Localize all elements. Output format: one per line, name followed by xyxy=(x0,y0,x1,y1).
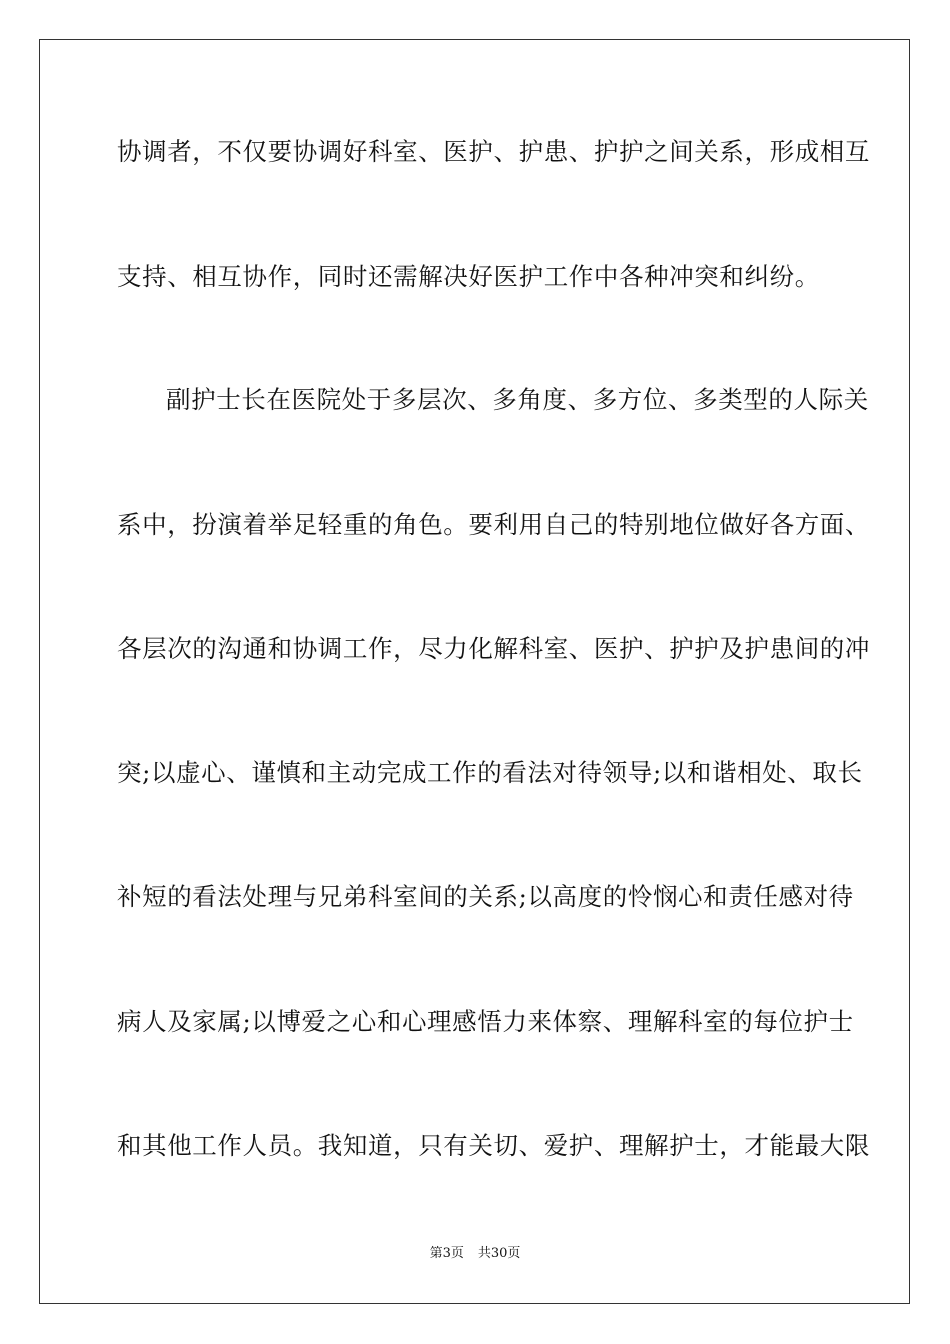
text-line-5: 各层次的沟通和协调工作，尽力化解科室、医护、护护及护患间的冲 xyxy=(117,634,870,663)
text-line-9: 和其他工作人员。我知道，只有关切、爱护、理解护士，才能最大限 xyxy=(117,1131,870,1160)
page-footer xyxy=(0,1246,950,1262)
text-line-2: 支持、相互协作，同时还需解决好医护工作中各种冲突和纠纷。 xyxy=(117,262,820,291)
page-frame xyxy=(39,39,910,1304)
text-line-4: 系中，扮演着举足轻重的角色。要利用自己的特别地位做好各方面、 xyxy=(117,510,870,539)
text-line-7: 补短的看法处理与兄弟科室间的关系;以高度的怜悯心和责任感对待 xyxy=(117,882,854,911)
text-line-8: 病人及家属;以博爱之心和心理感悟力来体察、理解科室的每位护士 xyxy=(117,1007,854,1036)
page-number: 第3页 xyxy=(429,1246,464,1261)
page-total: 共30页 xyxy=(477,1246,521,1261)
text-line-1: 协调者，不仅要协调好科室、医护、护患、护护之间关系，形成相互 xyxy=(117,137,870,166)
text-line-6: 突;以虚心、谨慎和主动完成工作的看法对待领导;以和谐相处、取长 xyxy=(117,758,863,787)
text-line-3-paragraph-start: 副护士长在医院处于多层次、多角度、多方位、多类型的人际关 xyxy=(166,385,869,414)
